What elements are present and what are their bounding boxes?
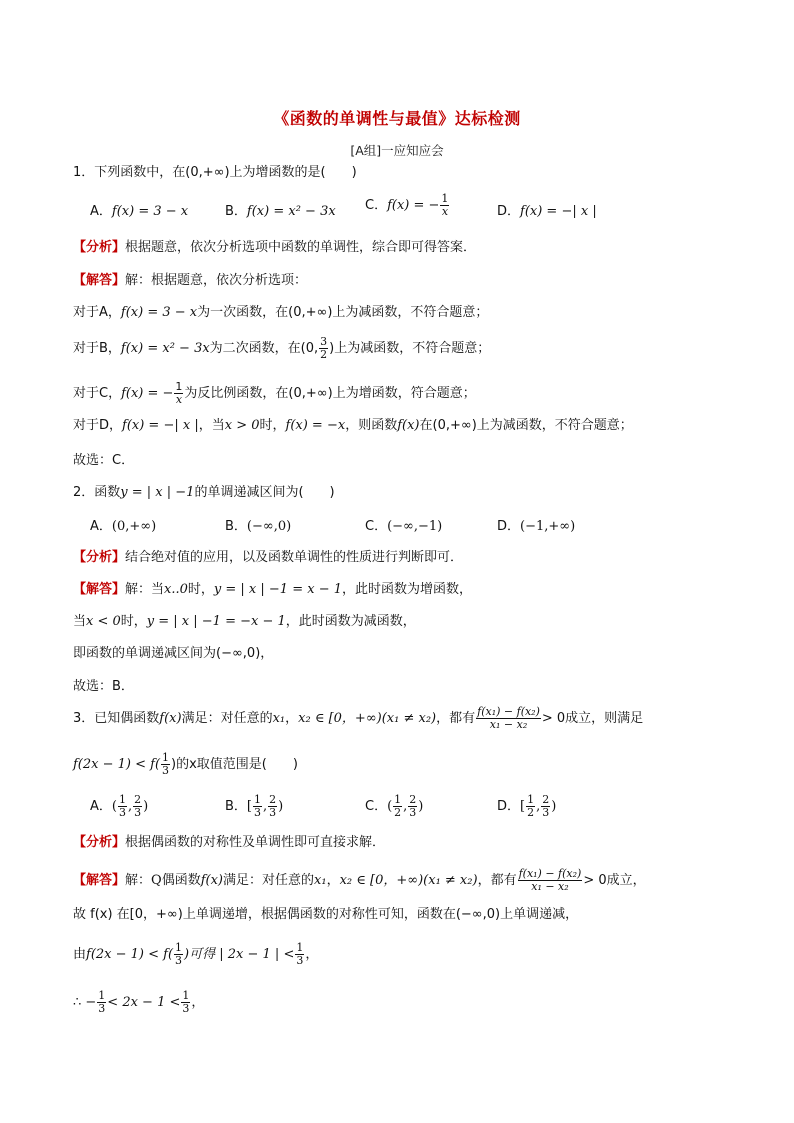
fraction: $\frac{1}{x}$	[441, 192, 449, 218]
q1-answer-line-c: 对于C，f(x) = − $\frac{1}{x}$ 为反比例函数，在(0,+∞)上为增函数，符合题意；	[73, 380, 476, 406]
q3-option-d: D．[ $\frac{1}{2}$ , $\frac{2}{3}$ )	[497, 793, 557, 819]
fraction: $\frac{1}{3}$	[296, 941, 304, 967]
q3-option-a: A．( $\frac{1}{3}$ , $\frac{2}{3}$ )	[90, 793, 149, 819]
q1-answer-line-b: 对于B，f(x) = x² − 3x为二次函数，在(0, $\frac{3}{2}$ )上为减函数，不符合题意；	[73, 335, 491, 361]
q2-answer-line-1: 【解答】解：当x..0时，y = | x | −1 = x − 1，此时函数为增函数，	[73, 582, 473, 597]
section-subtitle: [A组]一应知应会	[350, 143, 444, 158]
q3-option-b: B．[ $\frac{1}{3}$ , $\frac{2}{3}$ )	[225, 793, 284, 819]
q2-choice: 故选：B．	[73, 679, 134, 694]
q2-option-d: D．(−1,+∞)	[497, 519, 576, 534]
fraction: $\frac{1}{2}$	[527, 793, 535, 819]
q2-answer-line-2: 当x < 0时，y = | x | −1 = −x − 1，此时函数为减函数，	[73, 614, 416, 629]
fraction: $\frac{2}{3}$	[542, 793, 550, 819]
fraction: $\frac{2}{3}$	[269, 793, 277, 819]
fraction: $\frac{\text{f(x₁) − f(x₂)}}{\text{x₁ − x₂}}$	[477, 705, 540, 731]
q3-answer-line-4: ∴ − $\frac{1}{3}$ < 2x − 1 < $\frac{1}{3}$ ，	[73, 989, 205, 1015]
q3-stem-line-1: 3．已知偶函数f(x)满足：对任意的x₁，x₂ ∈ [0，+∞)(x₁ ≠ x₂)，都有 $\frac{\text{f(x₁) − f(x₂)}}{\text{x₁ − x₂}}$ > 0成立，则满足	[73, 705, 644, 731]
q1-option-b: B．f(x) = x² − 3x	[225, 204, 336, 219]
fraction: $\frac{1}{3}$	[98, 989, 106, 1015]
q2-analysis: 【分析】结合绝对值的应用，以及函数单调性的性质进行判断即可．	[73, 550, 464, 565]
q3-analysis: 【分析】根据偶函数的对称性及单调性即可直接求解．	[73, 835, 386, 850]
fraction: $\frac{1}{3}$	[118, 793, 126, 819]
q1-option-a: A．f(x) = 3 − x	[90, 204, 189, 219]
fraction: $\frac{2}{3}$	[409, 793, 417, 819]
q3-answer-line-2: 故 f(x) 在[0，+∞)上单调递增，根据偶函数的对称性可知，函数在(−∞,0)上单调递减，	[73, 907, 579, 922]
q3-answer-line-3: 由f(2x − 1) < f( $\frac{1}{3}$ )可得 | 2x − 1 | < $\frac{1}{3}$ ，	[73, 941, 319, 967]
page-title: 《函数的单调性与最值》达标检测	[273, 109, 521, 128]
fraction: $\frac{2}{3}$	[134, 793, 142, 819]
q1-answer-line-d: 对于D，f(x) = −| x |，当x > 0时，f(x) = −x，则函数f(x)在(0,+∞)上为减函数，不符合题意；	[73, 418, 633, 433]
q1-analysis: 【分析】根据题意，依次分析选项中函数的单调性，综合即可得答案．	[73, 240, 477, 255]
fraction: $\frac{3}{2}$	[320, 335, 328, 361]
q3-stem-line-2: f(2x − 1) < f( $\frac{1}{3}$ )的x取值范围是( )	[73, 751, 298, 777]
q2-option-b: B．(−∞,0)	[225, 519, 292, 534]
fraction: $\frac{1}{x}$	[175, 380, 183, 406]
q2-option-a: A．(0,+∞)	[90, 519, 157, 534]
q2-stem: 2．函数y = | x | −1的单调递减区间为( )	[73, 485, 335, 500]
q1-answer-intro: 【解答】解：根据题意，依次分析选项：	[73, 273, 308, 288]
fraction: $\frac{\text{f(x₁) − f(x₂)}}{\text{x₁ − x₂}}$	[518, 867, 582, 893]
fraction: $\frac{1}{3}$	[162, 751, 170, 777]
q1-option-d: D．f(x) = −| x |	[497, 204, 597, 219]
q3-option-c: C．( $\frac{1}{2}$ , $\frac{2}{3}$ )	[365, 793, 424, 819]
q2-answer-line-3: 即函数的单调递减区间为(−∞,0)，	[73, 646, 274, 661]
q2-option-c: C．(−∞,−1)	[365, 519, 443, 534]
q1-choice: 故选：C．	[73, 453, 135, 468]
q3-answer-line-1: 【解答】解：Q偶函数f(x)满足：对任意的x₁，x₂ ∈ [0，+∞)(x₁ ≠ x₂)，都有 $\frac{\text{f(x₁) − f(x₂)}}{\text{x₁ − x₂}}$ > 0成立，	[73, 867, 646, 893]
fraction: $\frac{1}{3}$	[254, 793, 261, 819]
fraction: $\frac{1}{3}$	[175, 941, 183, 967]
fraction: $\frac{1}{2}$	[394, 793, 402, 819]
q1-answer-line-a: 对于A，f(x) = 3 − x为一次函数，在(0,+∞)上为减函数，不符合题意；	[73, 305, 489, 320]
q1-stem: 1．下列函数中，在(0,+∞)上为增函数的是( )	[73, 165, 357, 180]
q1-option-c: C．f(x) = − $\frac{1}{x}$	[365, 192, 449, 218]
fraction: $\frac{1}{3}$	[182, 989, 190, 1015]
